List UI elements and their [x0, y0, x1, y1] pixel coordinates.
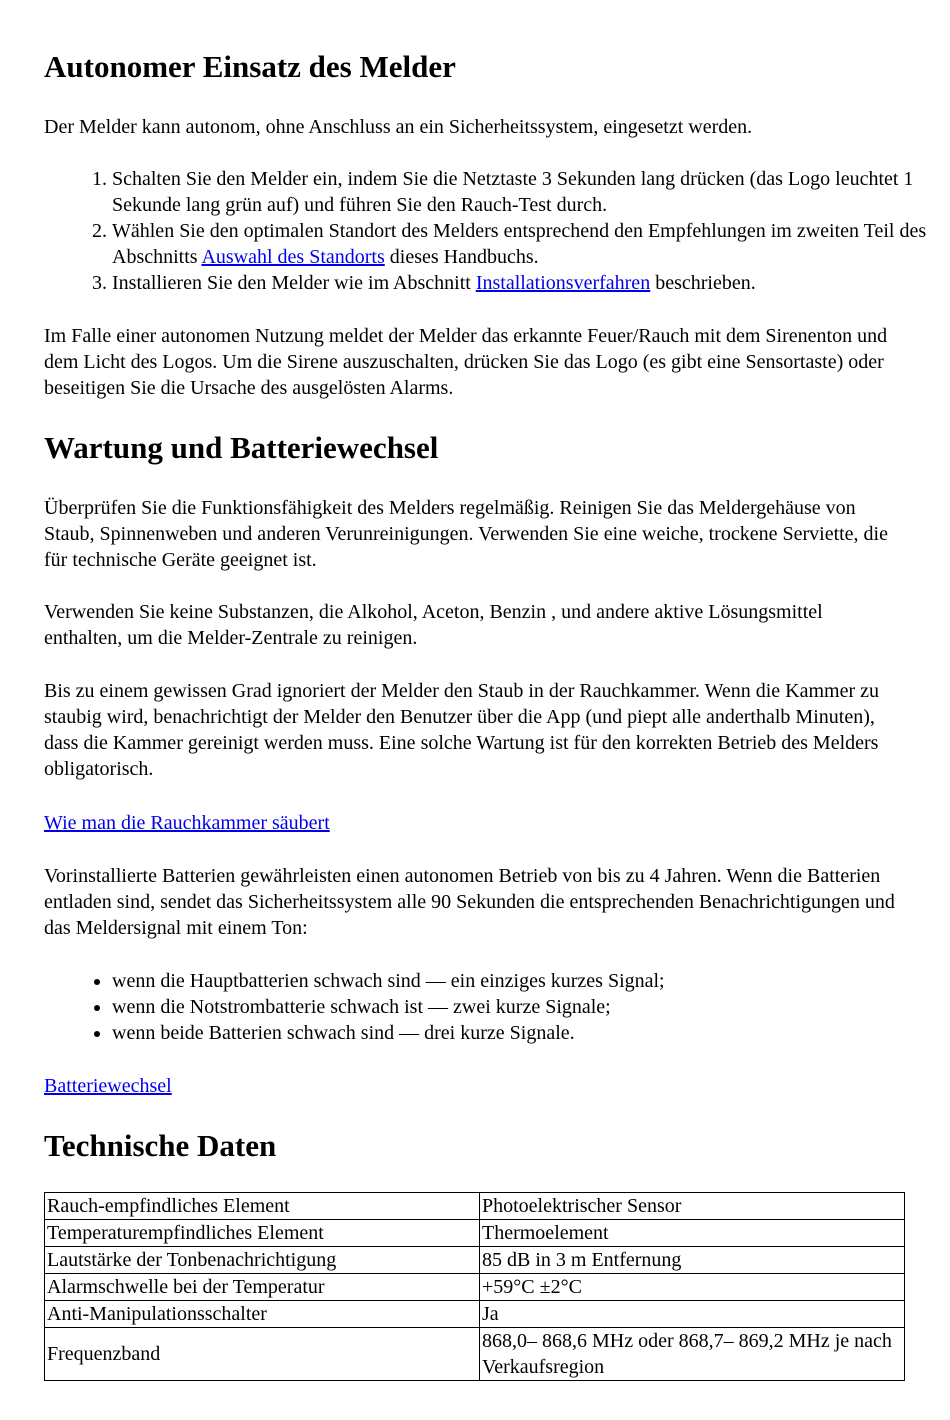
spec-label: Alarmschwelle bei der Temperatur	[45, 1274, 480, 1301]
link-clean-chamber[interactable]: Wie man die Rauchkammer säubert	[44, 812, 330, 834]
table-row	[45, 1220, 905, 1247]
heading-technical-data: Technische Daten	[44, 1128, 277, 1163]
link-installation[interactable]: Installationsverfahren	[475, 272, 651, 294]
maintenance-paragraph-1: Überprüfen Sie die Funktionsfähigkeit des Melders regelmäßig. Reinigen Sie das Meldergehäuse von Staub, Spinnenweben und anderen Verunreinigungen. Verwenden Sie eine weiche, trockene Serviette, die für technische Geräte geeignet ist.	[44, 497, 888, 571]
spec-value: +59°C ±2°C	[480, 1274, 905, 1301]
setup-steps-list	[44, 166, 950, 296]
link-location-selection[interactable]: Auswahl des Standorts	[201, 246, 385, 268]
table-row	[45, 1301, 905, 1328]
table-row	[45, 1274, 905, 1301]
intro-paragraph: Der Melder kann autonom, ohne Anschluss an ein Sicherheitssystem, eingesetzt werden.	[44, 116, 753, 138]
list-item: • wenn beide Batterien schwach sind — drei kurze Signale.	[112, 1020, 950, 1046]
table-row	[45, 1247, 905, 1274]
spec-value: 868,0– 868,6 MHz oder 868,7– 869,2 MHz je nach Verkaufsregion	[480, 1328, 905, 1381]
battery-paragraph: Vorinstallierte Batterien gewährleisten einen autonomen Betrieb von bis zu 4 Jahren. Wenn die Batterien entladen sind, sendet das Sicherheitssystem alle 90 Sekunden die entsprechenden Benachrichtigungen und das Meldersignal mit einem Ton:	[44, 865, 895, 939]
maintenance-paragraph-3: Bis zu einem gewissen Grad ignoriert der Melder den Staub in der Rauchkammer. Wenn die Kammer zu staubig wird, benachrichtigt der Melder den Benutzer über die App (und piept alle anderthalb Minuten), dass die Kammer gereinigt werden muss. Eine solche Wartung ist für den korrekten Betrieb des Melders obligatorisch.	[44, 680, 879, 780]
table-row	[45, 1328, 905, 1381]
clean-link-paragraph	[44, 810, 904, 836]
maintenance-paragraph-2: Verwenden Sie keine Substanzen, die Alkohol, Aceton, Benzin , und andere aktive Lösungsmittel enthalten, um die Melder-Zentrale zu reinigen.	[44, 601, 823, 649]
spec-label: Frequenzband	[45, 1328, 480, 1381]
autonomous-usage-paragraph: Im Falle einer autonomen Nutzung meldet der Melder das erkannte Feuer/Rauch mit dem Sirenenton und dem Licht des Logos. Um die Sirene auszuschalten, drücken Sie das Logo (es gibt eine Sensortaste) oder beseitigen Sie die Ursache des ausgelösten Alarms.	[44, 325, 888, 399]
spec-label: Temperaturempfindliches Element	[45, 1220, 480, 1247]
technical-data-table	[44, 1192, 905, 1381]
heading-autonomous-use: Autonomer Einsatz des Melder	[44, 49, 456, 84]
spec-label: Anti-Manipulationsschalter	[45, 1301, 480, 1328]
battery-link-paragraph	[44, 1073, 904, 1099]
list-item: 3. Installieren Sie den Melder wie im Abschnitt Installationsverfahren beschrieben.	[112, 270, 950, 296]
spec-value: Ja	[480, 1301, 905, 1328]
spec-label: Rauch-empfindliches Element	[45, 1193, 480, 1220]
list-item: • wenn die Notstrombatterie schwach ist — zwei kurze Signale;	[112, 994, 950, 1020]
spec-value: Thermoelement	[480, 1220, 905, 1247]
list-item: • wenn die Hauptbatterien schwach sind — ein einziges kurzes Signal;	[112, 968, 950, 994]
table-row	[45, 1193, 905, 1220]
heading-maintenance: Wartung und Batteriewechsel	[44, 430, 439, 465]
spec-label: Lautstärke der Tonbenachrichtigung	[45, 1247, 480, 1274]
spec-value: Photoelektrischer Sensor	[480, 1193, 905, 1220]
link-battery-replacement[interactable]: Batteriewechsel	[44, 1075, 172, 1097]
list-item: 2. Wählen Sie den optimalen Standort des Melders entsprechend den Empfehlungen im zweiten Teil des Abschnitts Auswahl des Standorts dieses Handbuchs.	[112, 218, 950, 270]
list-item: 1. Schalten Sie den Melder ein, indem Sie die Netztaste 3 Sekunden lang drücken (das Logo leuchtet 1 Sekunde lang grün auf) und führen Sie den Rauch-Test durch.	[112, 166, 950, 218]
spec-value: 85 dB in 3 m Entfernung	[480, 1247, 905, 1274]
battery-signal-list	[44, 968, 950, 1046]
